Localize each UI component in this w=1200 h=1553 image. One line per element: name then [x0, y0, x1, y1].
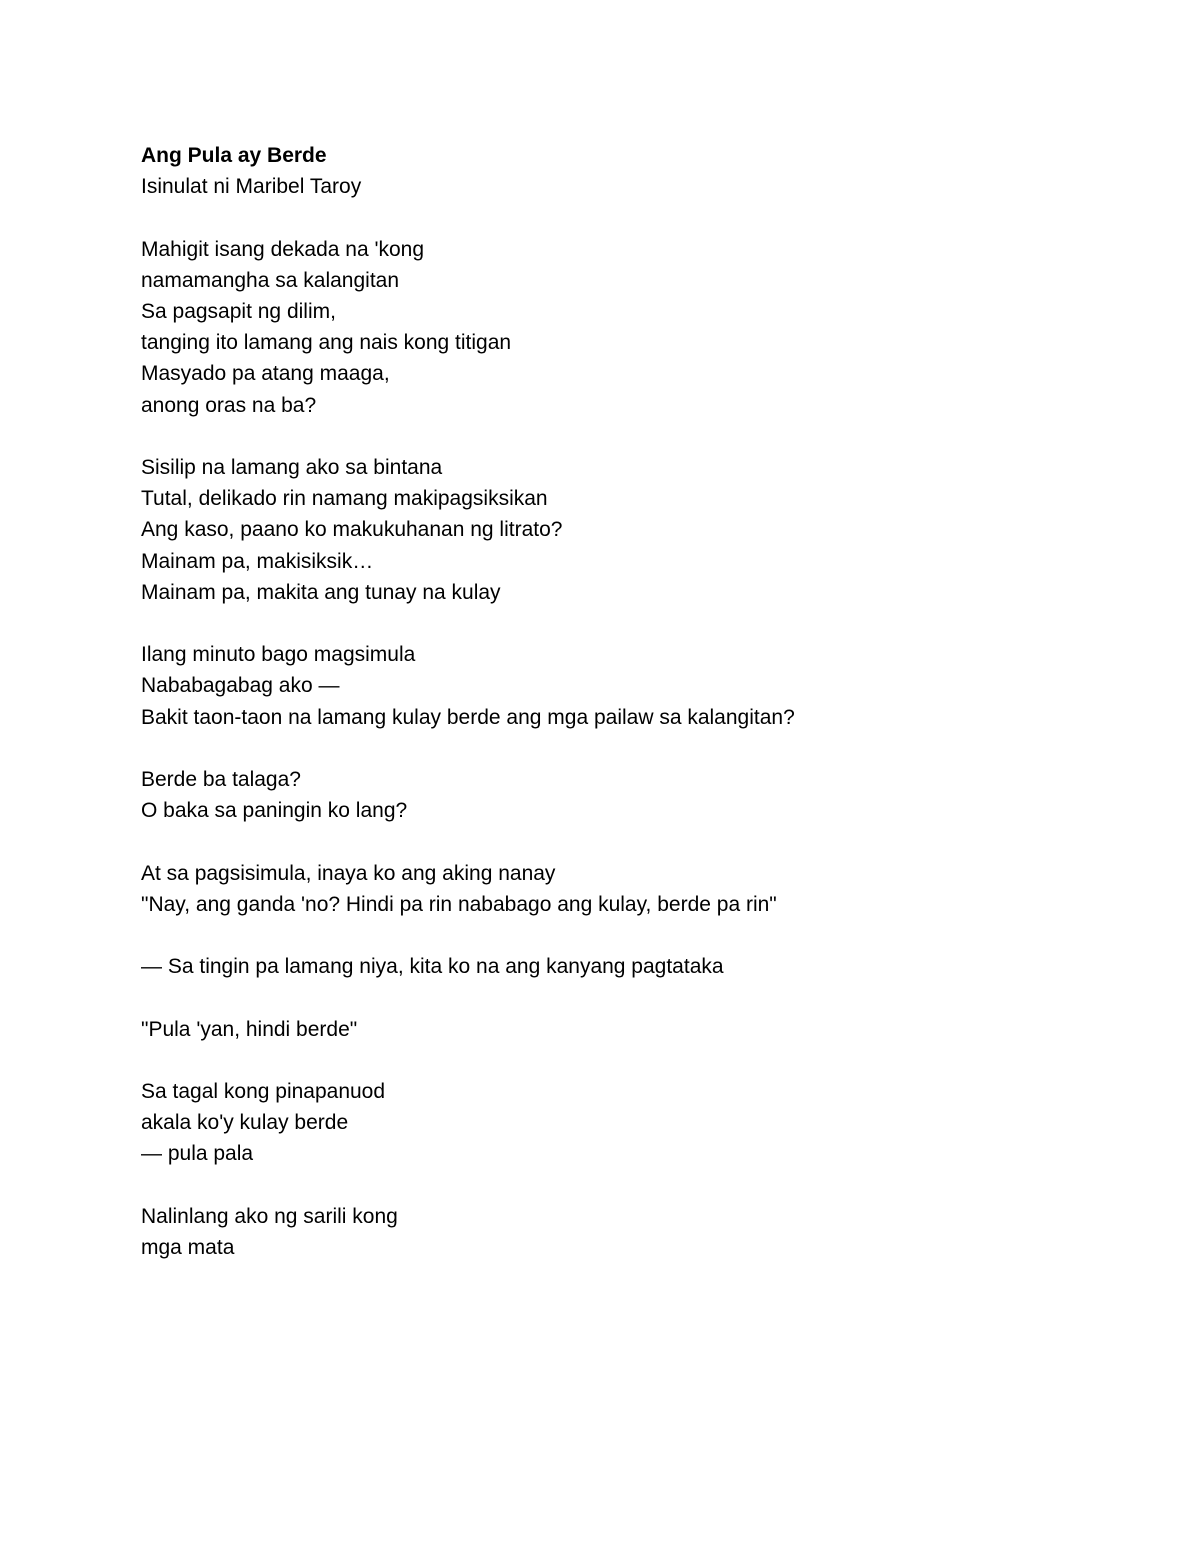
- poem-line: Ang kaso, paano ko makukuhanan ng litrato?: [141, 518, 563, 542]
- stanza-4: [141, 764, 1101, 826]
- stanza-6: [141, 951, 1101, 982]
- stanza-gap: [141, 421, 1101, 452]
- stanza-9: [141, 1201, 1101, 1263]
- poem-line: Tutal, delikado rin namang makipagsiksikan: [141, 487, 548, 511]
- stanza-gap: [141, 982, 1101, 1013]
- poem-line: Nalinlang ako ng sarili kong: [141, 1204, 398, 1228]
- poem-line: — Sa tingin pa lamang niya, kita ko na ang kanyang pagtataka: [141, 955, 724, 979]
- stanza-gap: [141, 733, 1101, 764]
- poem-line: Mainam pa, makita ang tunay na kulay: [141, 580, 501, 604]
- poem-line: Bakit taon-taon na lamang kulay berde ang mga pailaw sa kalangitan?: [141, 705, 795, 729]
- stanza-2: [141, 452, 1101, 608]
- stanza-3: [141, 639, 1101, 733]
- poem-line: Sa tagal kong pinapanuod: [141, 1079, 386, 1103]
- poem-line: Mahigit isang dekada na 'kong: [141, 237, 425, 261]
- poem-line: mga mata: [141, 1235, 235, 1259]
- stanza-gap: [141, 1170, 1101, 1201]
- poem-line: O baka sa paningin ko lang?: [141, 799, 408, 823]
- stanza-5: [141, 858, 1101, 920]
- stanza-7: [141, 1014, 1101, 1045]
- poem-line: Sa pagsapit ng dilim,: [141, 300, 336, 323]
- poem-line: Ilang minuto bago magsimula: [141, 643, 416, 667]
- stanza-gap: [141, 826, 1101, 857]
- poem-line: anong oras na ba?: [141, 393, 317, 417]
- poem-line: Masyado pa atang maaga,: [141, 362, 390, 386]
- poem-line: Berde ba talaga?: [141, 768, 301, 791]
- poem-line: "Pula 'yan, hindi berde": [141, 1017, 358, 1041]
- poem-line: Sisilip na lamang ako sa bintana: [141, 456, 443, 479]
- poem-title: Ang Pula ay Berde: [141, 144, 327, 167]
- stanza-gap: [141, 202, 1101, 233]
- poem-line: Mainam pa, makisiksik…: [141, 549, 374, 573]
- poem-byline: Isinulat ni Maribel Taroy: [141, 175, 362, 199]
- stanza-gap: [141, 920, 1101, 951]
- poem-line: namamangha sa kalangitan: [141, 268, 400, 292]
- poem-body: [141, 140, 1101, 1263]
- poem-line: akala ko'y kulay berde: [141, 1111, 349, 1135]
- poem-line: tanging ito lamang ang nais kong titigan: [141, 331, 512, 355]
- poem-line: — pula pala: [141, 1142, 254, 1166]
- stanza-8: [141, 1076, 1101, 1170]
- poem-line: Nababagabag ako —: [141, 674, 340, 698]
- stanza-1: [141, 234, 1101, 421]
- poem-line: "Nay, ang ganda 'no? Hindi pa rin nababago ang kulay, berde pa rin": [141, 892, 777, 916]
- stanza-gap: [141, 608, 1101, 639]
- poem-line: At sa pagsisimula, inaya ko ang aking nanay: [141, 861, 556, 885]
- stanza-gap: [141, 1045, 1101, 1076]
